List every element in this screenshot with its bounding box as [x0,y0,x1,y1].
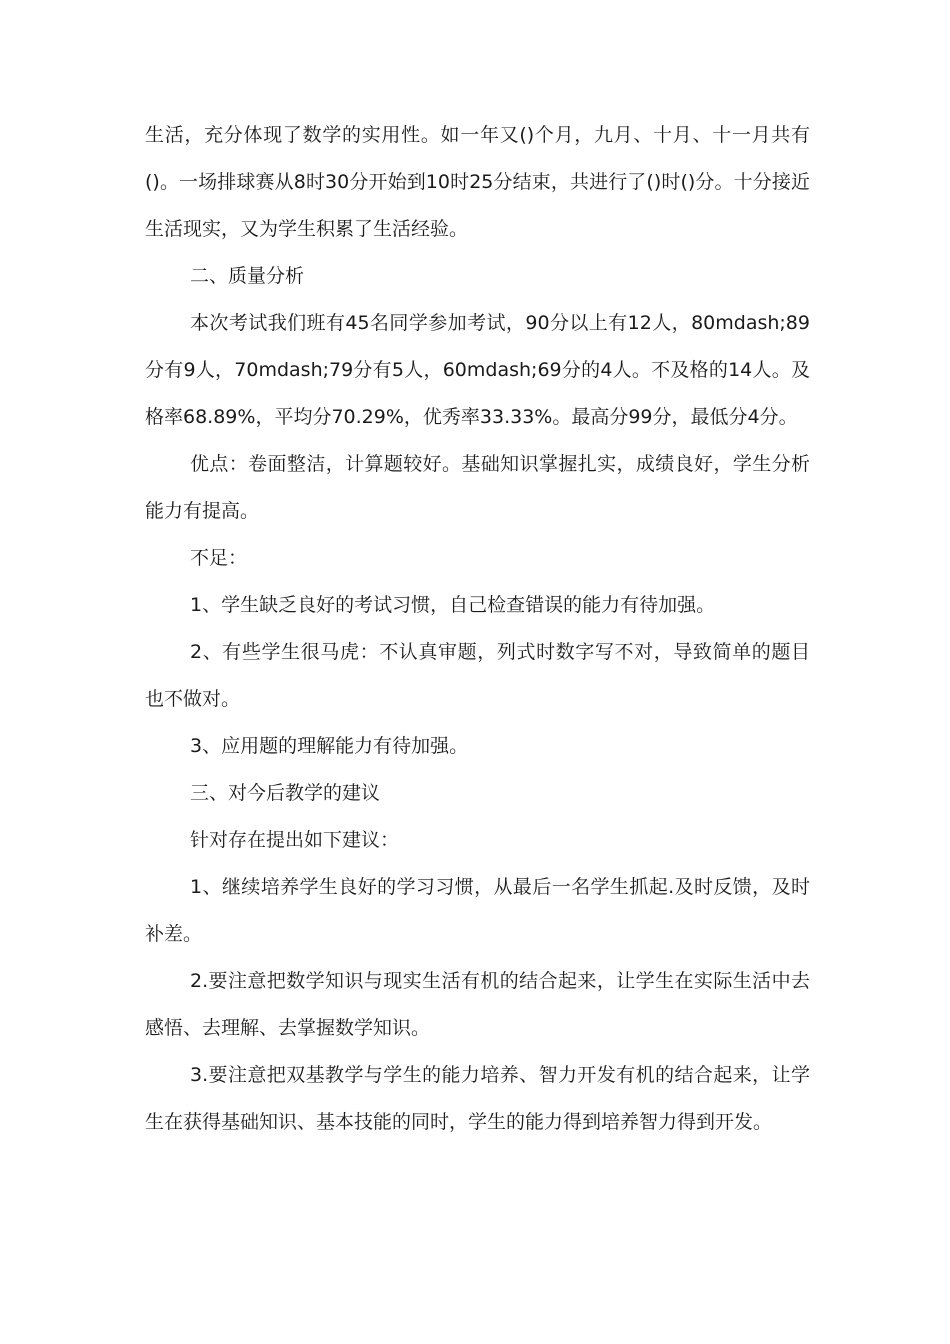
section-heading-quality-analysis: 二、质量分析 [190,265,305,287]
weakness-item-2: 2、有些学生很马虎：不认真审题，列式时数字写不对，导致简单的题目也不做对。 [145,641,810,710]
suggestion-item-2: 2.要注意把数学知识与现实生活有机的结合起来，让学生在实际生活中去感悟、去理解、去掌握数学知识。 [145,970,810,1039]
weakness-item-1: 1、学生缺乏良好的考试习惯，自己检查错误的能力有待加强。 [190,594,716,616]
weakness-item-3: 3、应用题的理解能力有待加强。 [190,735,469,757]
document-body [145,112,810,1146]
paragraph-suggestions-intro: 针对存在提出如下建议： [190,829,400,851]
paragraph-score-statistics: 本次考试我们班有45名同学参加考试，90分以上有12人，80mdash;89分有9人，70mdash;79分有5人，60mdash;69分的4人。不及格的14人。及格率68.89%，平均分70.29%，优秀率33.33%。最高分99分，最低分4分。 [145,312,810,428]
paragraph-continued-text: 生活，充分体现了数学的实用性。如一年又()个月，九月、十月、十一月共有()。一场排球赛从8时30分开始到10时25分结束，共进行了()时()分。十分接近生活现实，又为学生积累了生活经验。 [145,124,810,240]
section-heading-suggestions: 三、对今后教学的建议 [190,782,381,804]
suggestion-item-1: 1、继续培养学生良好的学习习惯，从最后一名学生抓起.及时反馈，及时补差。 [145,876,810,945]
subheading-weaknesses: 不足： [190,547,248,569]
suggestion-item-3: 3.要注意把双基教学与学生的能力培养、智力开发有机的结合起来，让学生在获得基础知识、基本技能的同时，学生的能力得到培养智力得到开发。 [145,1064,810,1133]
paragraph-strengths: 优点：卷面整洁，计算题较好。基础知识掌握扎实，成绩良好，学生分析能力有提高。 [145,453,810,522]
